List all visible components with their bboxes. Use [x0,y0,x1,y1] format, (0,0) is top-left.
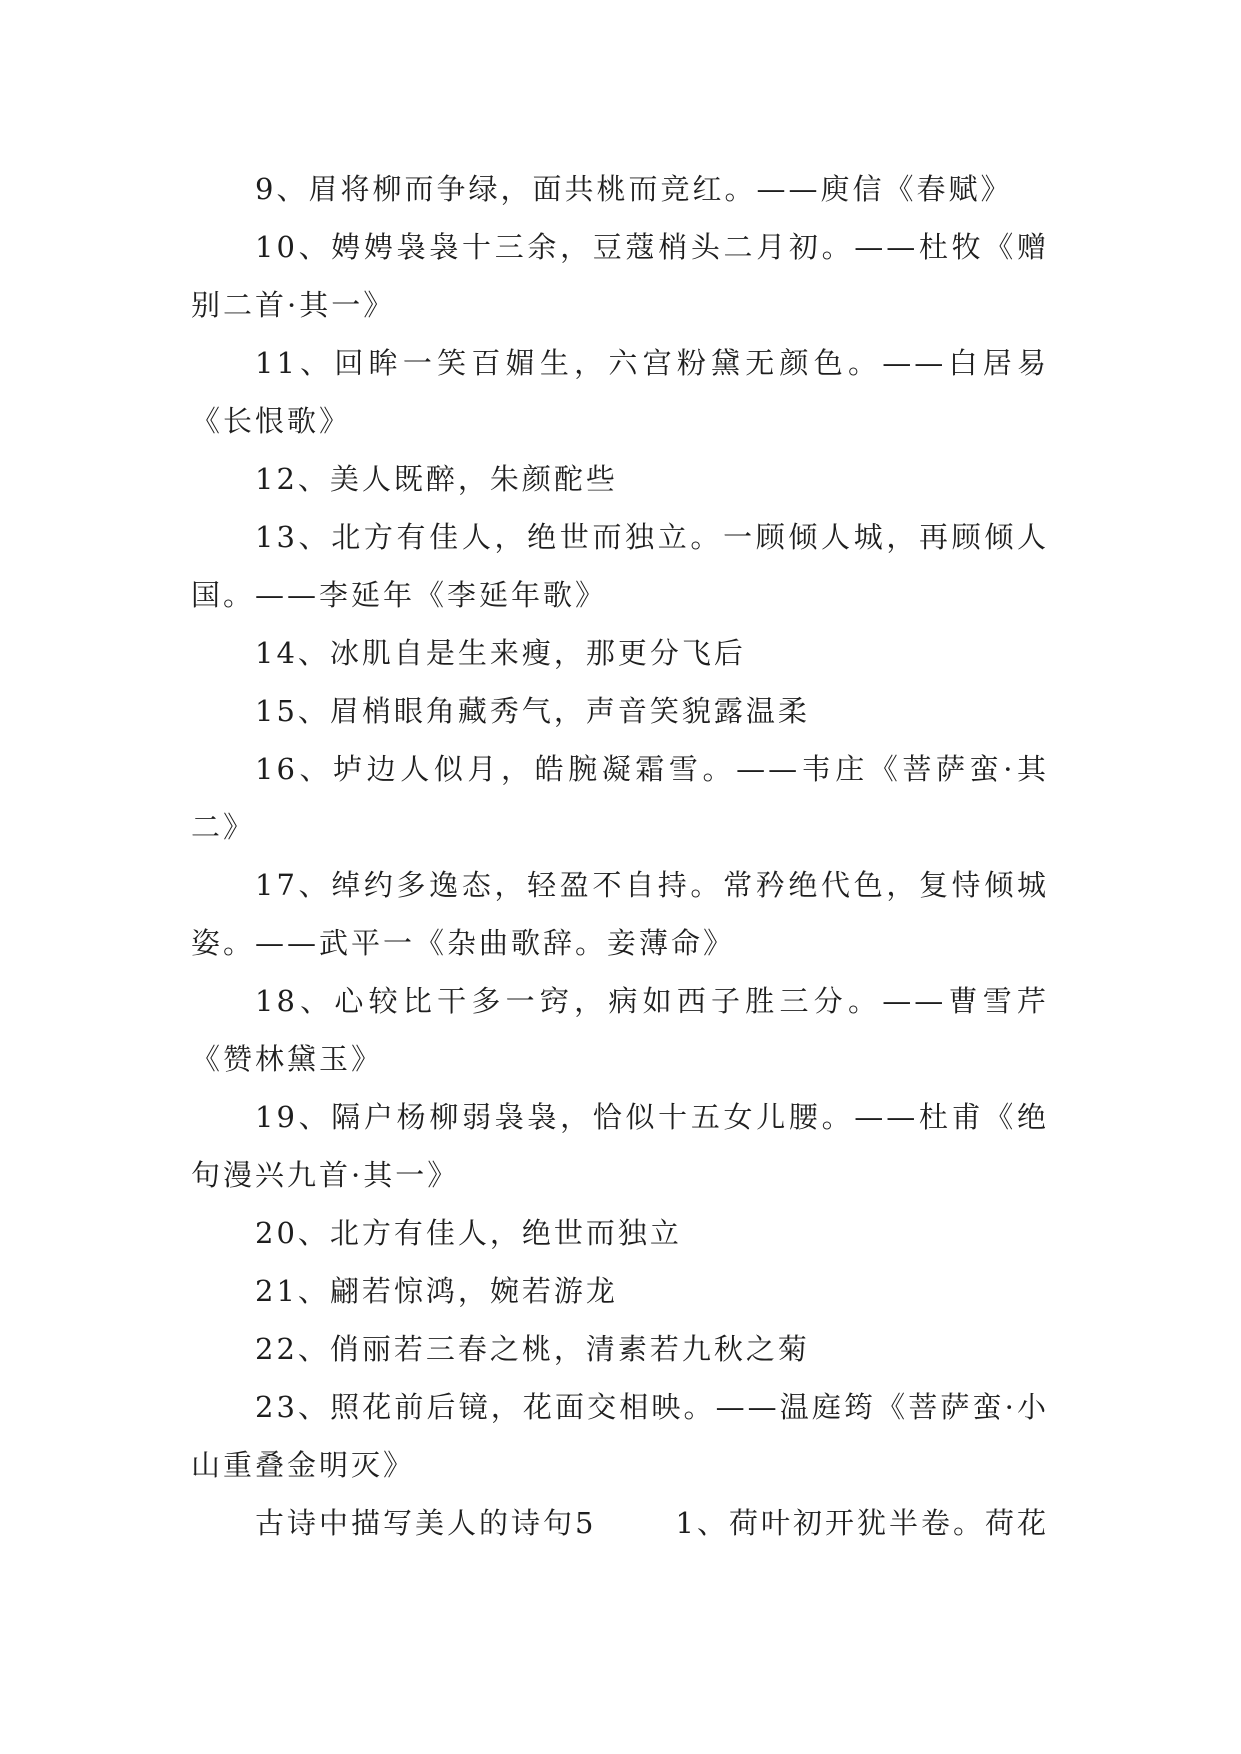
poem-line: 17、绰约多逸态，轻盈不自持。常矜绝代色，复恃倾城姿。——武平一《杂曲歌辞。妾薄命》 [191,868,1049,960]
poem-line: 19、隔户杨柳弱袅袅，恰似十五女儿腰。——杜甫《绝句漫兴九首·其一》 [191,1100,1049,1192]
poem-line: 12、美人既醉，朱颜酡些 [255,462,618,496]
section-start-line [191,1494,1049,1552]
poem-line: 15、眉梢眼角藏秀气，声音笑貌露温柔 [255,694,810,728]
poem-line: 16、垆边人似月，皓腕凝霜雪。——韦庄《菩萨蛮·其二》 [191,752,1049,844]
poem-line: 9、眉将柳而争绿，面共桃而竞红。——庾信《春赋》 [255,172,1013,206]
poem-line: 10、娉娉袅袅十三余，豆蔻梢头二月初。——杜牧《赠别二首·其一》 [191,230,1049,322]
poem-line: 22、俏丽若三春之桃，清素若九秋之菊 [255,1332,810,1366]
poem-line: 20、北方有佳人，绝世而独立 [255,1216,682,1250]
poem-line: 21、翩若惊鸿，婉若游龙 [255,1274,618,1308]
poem-line: 11、回眸一笑百媚生，六宫粉黛无颜色。——白居易《长恨歌》 [191,346,1049,438]
section-first-line: 1、荷叶初开犹半卷。荷花 [675,1506,1049,1540]
poem-line: 13、北方有佳人，绝世而独立。一顾倾人城，再顾倾人国。——李延年《李延年歌》 [191,520,1049,612]
poem-line: 18、心较比干多一窍，病如西子胜三分。——曹雪芹《赞林黛玉》 [191,984,1049,1076]
section-heading: 古诗中描写美人的诗句5 [255,1506,597,1540]
poem-line: 14、冰肌自是生来瘦，那更分飞后 [255,636,746,670]
poem-line: 23、照花前后镜，花面交相映。——温庭筠《菩萨蛮·小山重叠金明灭》 [191,1390,1049,1482]
document-body [191,160,1049,1552]
